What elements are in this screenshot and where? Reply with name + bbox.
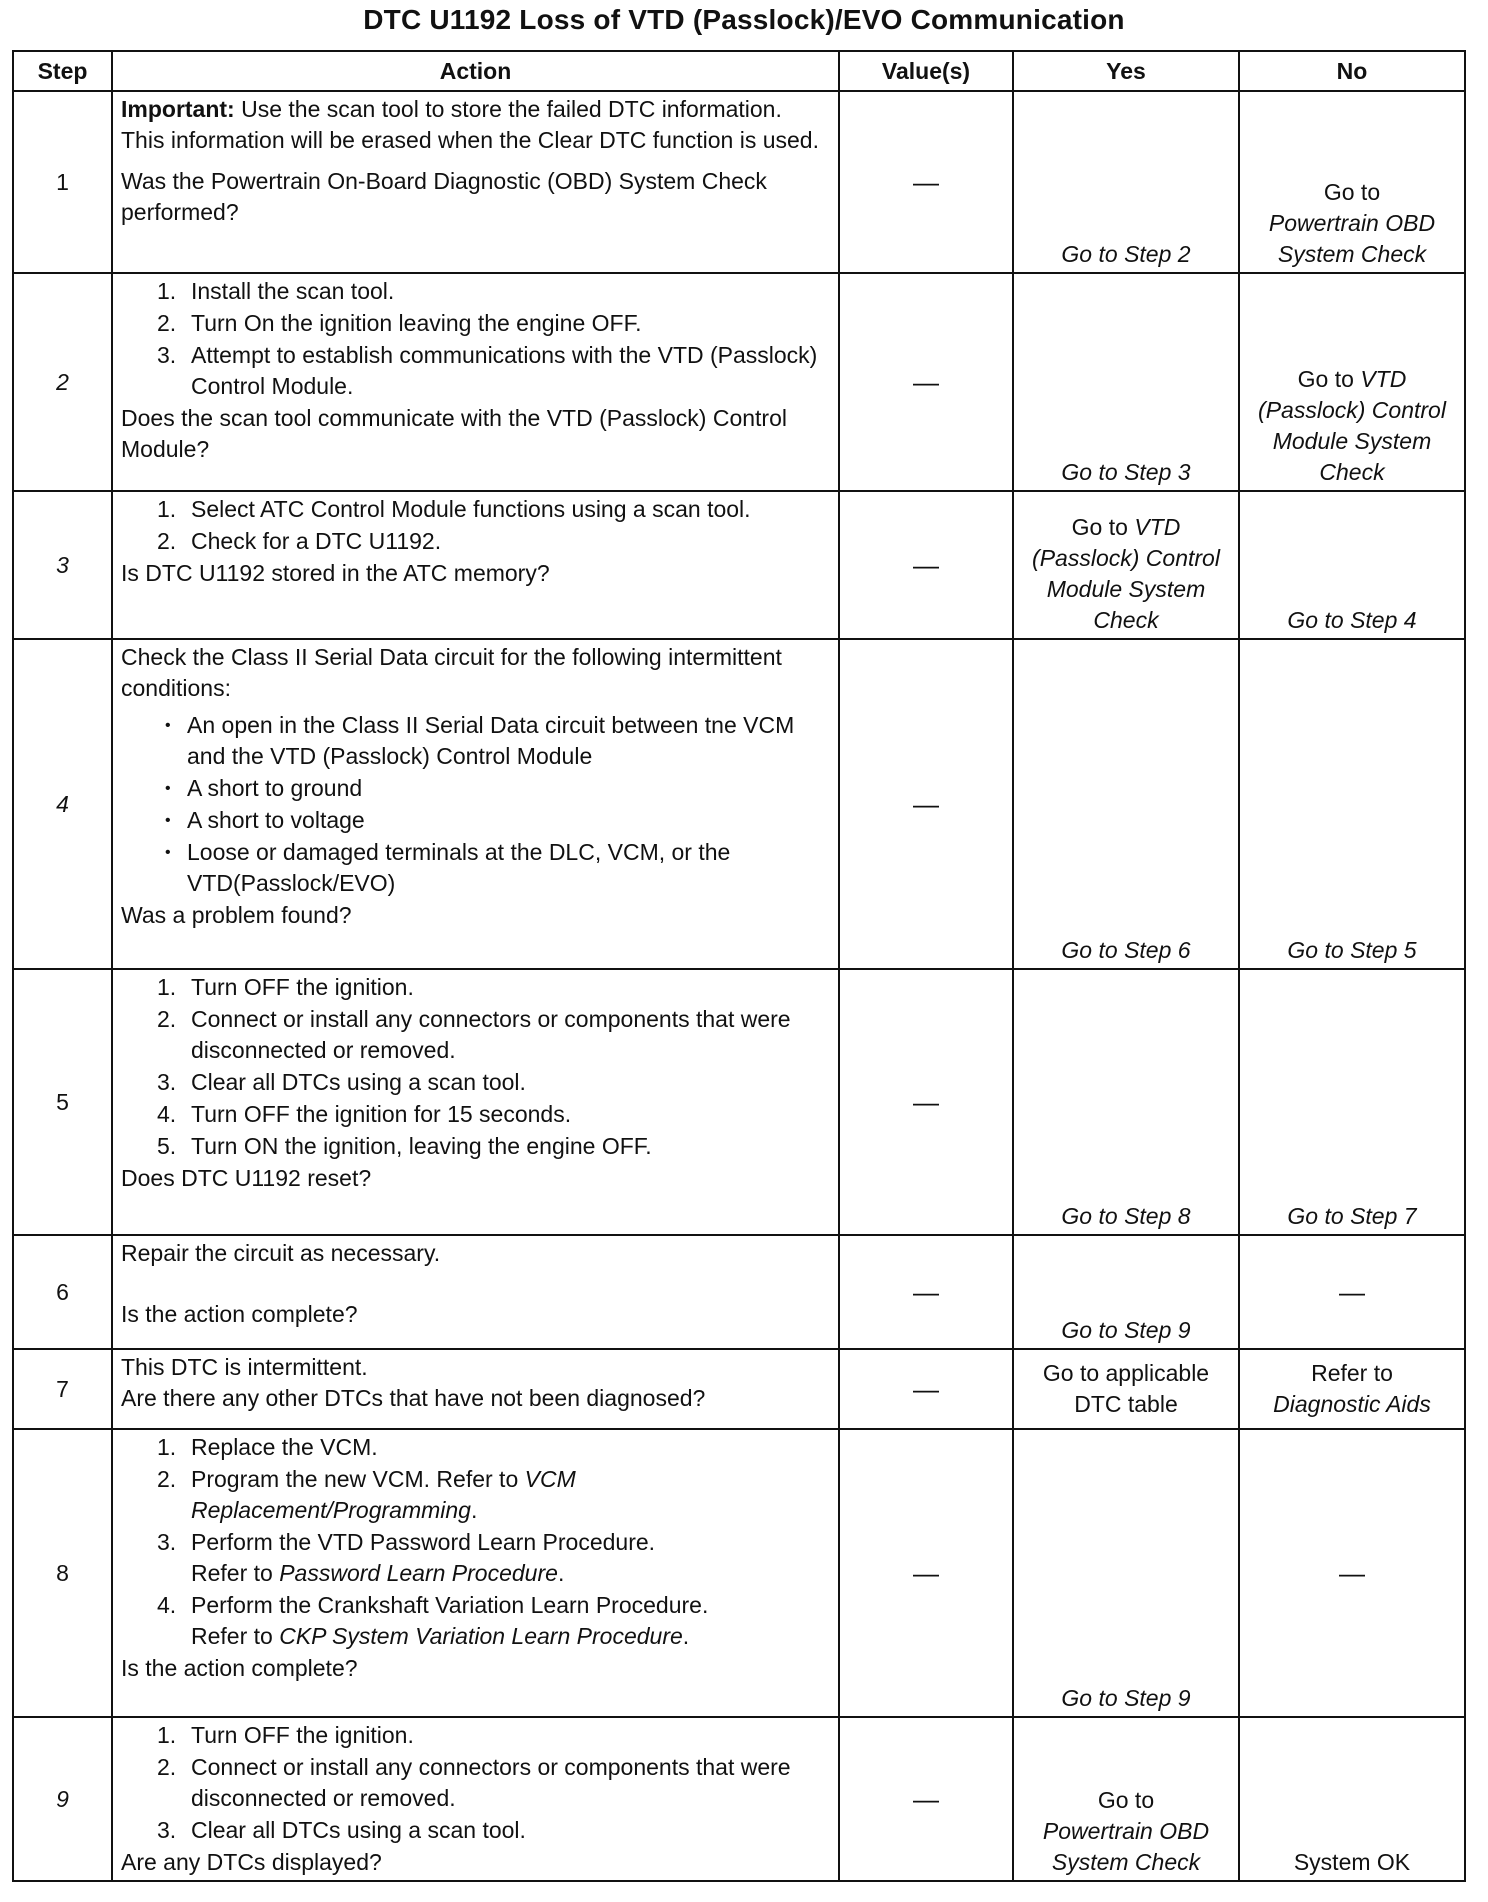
condition-list [121,710,830,899]
no-cell [1239,273,1465,491]
yes-cell [1013,969,1239,1235]
yes-link-line[interactable]: Check [1093,607,1159,633]
action-step: 3. Clear all DTCs using a scan tool. [157,1069,526,1095]
reference-link[interactable]: VCM Replacement/Programming [191,1466,576,1523]
no-link-line[interactable]: Check [1319,459,1385,485]
value-cell: — [839,491,1013,639]
yes-line[interactable]: Go to applicable [1042,1360,1210,1386]
header-no: No [1239,51,1465,91]
header-row [13,51,1465,91]
question-text: Was the Powertrain On-Board Diagnostic (OBD) System Check performed? [121,168,767,225]
no-link-line[interactable]: Powertrain OBD [1268,210,1436,236]
action-step: 1. Turn OFF the ignition. [157,1722,414,1748]
table-row-step-7 [13,1349,1465,1429]
yes-link-line[interactable]: System Check [1051,1849,1201,1875]
important-text: Use the scan tool to store the failed DTC information. This information will be erased when the Clear DTC function is used. [121,96,819,153]
intro-text: This DTC is intermittent. [121,1354,368,1380]
yes-cell [1013,491,1239,639]
condition-item: • An open in the Class II Serial Data circuit between tne VCM and the VTD (Passlock) Control Module [121,710,830,772]
value-cell: — [839,639,1013,969]
no-link-line[interactable]: VTD [1360,366,1407,392]
no-cell [1239,969,1465,1235]
yes-link-line[interactable]: (Passlock) Control [1032,545,1220,571]
question-text: Is the action complete? [121,1301,358,1327]
action-step: 1. Turn OFF the ignition. [157,974,414,1000]
action-step: 4. Turn OFF the ignition for 15 seconds. [157,1101,572,1127]
yes-line[interactable]: DTC table [1074,1391,1178,1417]
action-cell [112,91,839,273]
table-row-step-2 [13,273,1465,491]
document-title: DTC U1192 Loss of VTD (Passlock)/EVO Communication [363,4,1125,35]
intro-text: Repair the circuit as necessary. [121,1240,441,1266]
action-step: 2. Connect or install any connectors or components that were disconnected or removed. [157,1006,791,1063]
no-link[interactable]: Go to Step 7 [1287,1203,1417,1229]
action-cell [112,1429,839,1717]
yes-link[interactable]: Go to Step 9 [1061,1317,1191,1343]
no-result: System OK [1293,1849,1411,1875]
action-cell [112,273,839,491]
yes-line: Go to [1097,1787,1155,1813]
yes-cell [1013,273,1239,491]
action-cell [112,1235,839,1349]
question-text: Does the scan tool communicate with the VTD (Passlock) Control Module? [121,405,787,462]
step-number: 8 [13,1429,112,1717]
action-cell [112,1717,839,1881]
action-step: 1. Install the scan tool. [157,278,395,304]
step-number: 2 [13,273,112,491]
no-cell [1239,91,1465,273]
step-number: 7 [13,1349,112,1429]
yes-link-line[interactable]: Powertrain OBD [1042,1818,1210,1844]
action-steps [121,1720,830,1846]
no-line: Go to [1323,179,1381,205]
step-number: 4 [13,639,112,969]
yes-cell [1013,1349,1239,1429]
action-step: 1. Replace the VCM. [157,1434,378,1460]
value-cell: — [839,1235,1013,1349]
action-steps [121,494,830,557]
yes-link[interactable]: Go to Step 9 [1061,1685,1191,1711]
action-step: 2. Turn On the ignition leaving the engine OFF. [157,310,642,336]
question-text: Was a problem found? [121,902,352,928]
yes-link[interactable]: Go to Step 6 [1061,937,1191,963]
header-action: Action [112,51,839,91]
yes-cell [1013,1717,1239,1881]
condition-item: • A short to voltage [121,805,830,836]
action-step: 3. Perform the VTD Password Learn Procedure. Refer to Password Learn Procedure. [157,1529,656,1586]
no-cell [1239,1349,1465,1429]
no-link-line[interactable]: (Passlock) Control [1258,397,1446,423]
action-cell [112,969,839,1235]
header-values: Value(s) [839,51,1013,91]
value-cell: — [839,273,1013,491]
action-step: 1. Select ATC Control Module functions using a scan tool. [157,496,751,522]
important-label: Important: [121,96,235,122]
value-cell: — [839,969,1013,1235]
question-text: Is DTC U1192 stored in the ATC memory? [121,560,550,586]
step-number: 9 [13,1717,112,1881]
value-cell: — [839,1349,1013,1429]
question-text: Are there any other DTCs that have not been diagnosed? [121,1385,706,1411]
no-link-line[interactable]: System Check [1277,241,1427,267]
no-cell [1239,491,1465,639]
step-number: 6 [13,1235,112,1349]
action-step: 5. Turn ON the ignition, leaving the engine OFF. [157,1133,652,1159]
step-number: 5 [13,969,112,1235]
question-text: Are any DTCs displayed? [121,1849,382,1875]
action-step: 2. Program the new VCM. Refer to VCM Replacement/Programming. [157,1466,576,1523]
action-step: 2. Connect or install any connectors or components that were disconnected or removed. [157,1754,791,1811]
yes-line: Go to [1071,514,1128,540]
action-cell [112,1349,839,1429]
value-cell: — [839,91,1013,273]
action-cell [112,491,839,639]
important-note [121,94,830,156]
action-cell [112,639,839,969]
question-text: Is the action complete? [121,1655,358,1681]
table-row-step-5 [13,969,1465,1235]
action-steps [121,276,830,402]
no-cell: — [1239,1235,1465,1349]
no-link-line[interactable]: Diagnostic Aids [1273,1391,1431,1417]
table-row-step-1 [13,91,1465,273]
yes-cell [1013,639,1239,969]
step-number: 3 [13,491,112,639]
question-text: Does DTC U1192 reset? [121,1165,372,1191]
condition-item: • A short to ground [121,773,830,804]
yes-link[interactable]: Go to Step 8 [1061,1203,1191,1229]
table-row-step-8 [13,1429,1465,1717]
no-link[interactable]: Go to Step 4 [1287,607,1417,633]
action-steps [121,1432,830,1652]
no-cell [1239,639,1465,969]
no-link-line[interactable]: Module System [1272,428,1432,454]
header-step: Step [13,51,112,91]
yes-cell [1013,1429,1239,1717]
no-cell [1239,1717,1465,1881]
action-steps [121,972,830,1162]
no-link[interactable]: Go to Step 5 [1287,937,1417,963]
step-number: 1 [13,91,112,273]
yes-link[interactable]: Go to Step 3 [1061,459,1191,485]
table-row-step-9 [13,1717,1465,1881]
value-cell: — [839,1429,1013,1717]
reference-link[interactable]: CKP System Variation Learn Procedure [279,1623,683,1649]
no-line: Go to [1297,366,1354,392]
table-row-step-4 [13,639,1465,969]
value-cell: — [839,1717,1013,1881]
yes-cell [1013,1235,1239,1349]
action-step: 3. Attempt to establish communications with the VTD (Passlock) Control Module. [157,342,818,399]
table-row-step-3 [13,491,1465,639]
action-step: 2. Check for a DTC U1192. [157,528,442,554]
no-line: Refer to [1311,1360,1393,1386]
intro-text: Check the Class II Serial Data circuit for the following intermittent conditions: [121,644,782,701]
action-step: 3. Clear all DTCs using a scan tool. [157,1817,526,1843]
yes-link[interactable]: Go to Step 2 [1061,241,1191,267]
yes-link-line[interactable]: Module System [1046,576,1206,602]
yes-cell [1013,91,1239,273]
reference-link[interactable]: Password Learn Procedure [279,1560,558,1586]
diagnostic-table [12,50,1466,1882]
header-yes: Yes [1013,51,1239,91]
condition-item: • Loose or damaged terminals at the DLC, VCM, or the VTD(Passlock/EVO) [121,837,830,899]
action-step: 4. Perform the Crankshaft Variation Learn Procedure. Refer to CKP System Variation Learn Procedure. [157,1592,709,1649]
table-row-step-6 [13,1235,1465,1349]
no-cell: — [1239,1429,1465,1717]
yes-link-line[interactable]: VTD [1134,514,1181,540]
